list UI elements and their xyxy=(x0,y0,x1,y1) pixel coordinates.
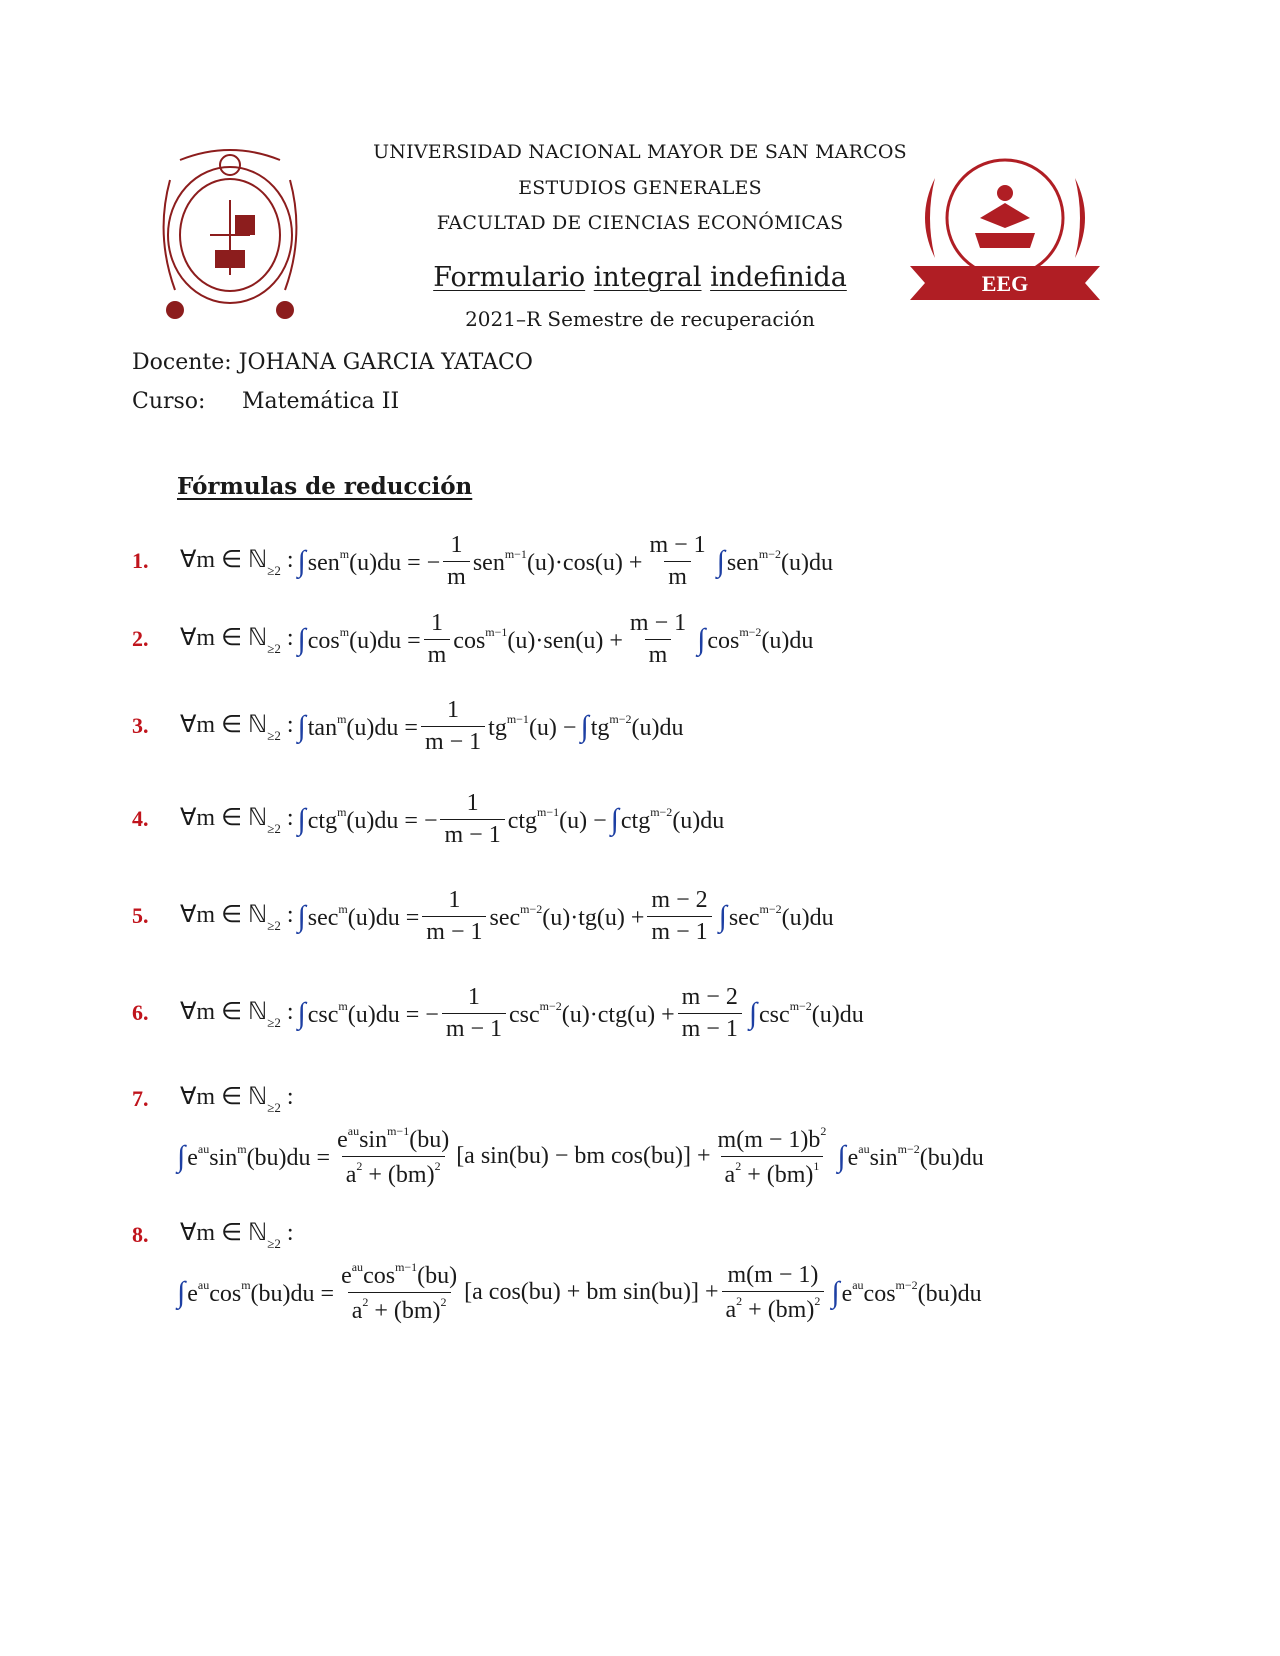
integral-sign: ∫ xyxy=(297,544,306,578)
formula-6 xyxy=(180,984,864,1043)
fraction: $\frac{m - 1}{m}$ xyxy=(629,610,687,668)
forall-domain: ∀m ∈ ℕ$_{\ge 2}$ : xyxy=(180,804,294,836)
forall-domain: ∀m ∈ ℕ$_{\ge 2}$ : xyxy=(180,546,294,578)
formula-number-2: 2. xyxy=(132,626,149,651)
fraction: $\frac{1}{m - 1}$ xyxy=(440,790,504,849)
formula-number-8: 8. xyxy=(132,1222,149,1247)
title-word-2: integral xyxy=(593,262,702,293)
formula-number-4: 4. xyxy=(132,806,149,831)
formula-3 xyxy=(180,697,683,756)
integral-sign: ∫ xyxy=(297,802,306,836)
forall-domain: ∀m ∈ ℕ$_{\ge 2}$ : xyxy=(180,901,294,933)
lhs-1: sen$^m$(u)du = − xyxy=(307,546,441,576)
teacher-name: JOHANA GARCIA YATACO xyxy=(238,350,533,375)
fraction: $\frac{m(m - 1)}{a^2 + (bm)^2}$ xyxy=(722,1262,825,1324)
course-label: Curso: xyxy=(132,389,206,414)
term-2: $e^{au}\cos^{m-2}(bu)du$ xyxy=(841,1277,982,1307)
formula-number-7: 7. xyxy=(132,1086,149,1111)
page-title xyxy=(330,262,950,293)
term-2: $e^{au}\sin^{m-2}(bu)du$ xyxy=(847,1141,984,1171)
forall-domain: ∀m ∈ ℕ$_{\ge 2}$ : xyxy=(180,1220,294,1251)
term-2: $\cos^{m-2}(u)du$ xyxy=(707,624,814,654)
title-word-3: indefinida xyxy=(710,262,847,293)
university-seal-logo xyxy=(150,140,310,330)
fraction: $\frac{1}{m}$ xyxy=(424,610,451,669)
teacher-line xyxy=(132,350,533,375)
lhs-4: ctg$^m$(u)du = − xyxy=(307,804,438,834)
forall-domain: ∀m ∈ ℕ$_{\ge 2}$ : xyxy=(180,998,294,1030)
integral-sign: ∫ xyxy=(580,709,589,743)
integral-sign: ∫ xyxy=(748,996,758,1030)
term-2: $\csc^{m-2}(u)du$ xyxy=(759,998,864,1028)
integral-sign: ∫ xyxy=(837,1139,846,1173)
formula-8 xyxy=(173,1260,982,1325)
term-2: $tg^{m-2}(u)du$ xyxy=(590,711,684,741)
term-2: $\sec^{m-2}(u)du$ xyxy=(728,901,834,931)
course-line xyxy=(132,389,399,414)
course-name: Matemática II xyxy=(242,389,400,414)
fraction: $\frac{e^{au}\sin^{m-1}(bu)}{a^2 + (bm)^2}$ xyxy=(337,1124,450,1188)
formula-7-domain xyxy=(180,1082,294,1116)
term-1: $\cos^{m-1}(u)\cdot sen(u)$ + xyxy=(453,624,623,654)
integral-sign: ∫ xyxy=(297,622,306,656)
page-subtitle: 2021–R Semestre de recuperación xyxy=(465,307,815,331)
integral-sign: ∫ xyxy=(177,1139,186,1173)
fraction: $\frac{m - 2}{m - 1}$ xyxy=(647,887,711,946)
term-1: ctg$^{m-1}$(u) − xyxy=(507,804,607,834)
fraction: $\frac{1}{m - 1}$ xyxy=(442,984,506,1043)
lhs-6: $\csc^m(u)du$ = − xyxy=(307,998,439,1028)
formula-number-3: 3. xyxy=(132,713,149,738)
teacher-label: Docente: xyxy=(132,350,232,375)
fraction: $\frac{e^{au}\cos^{m-1}(bu)}{a^2 + (bm)^2}$ xyxy=(341,1260,458,1324)
integral-sign: ∫ xyxy=(297,899,306,933)
fraction: $\frac{m - 1}{m}$ xyxy=(649,532,706,590)
fraction: $\frac{1}{m}$ xyxy=(443,532,470,591)
fraction: $\frac{1}{m - 1}$ xyxy=(421,697,485,756)
formula-2 xyxy=(180,610,813,669)
formula-4 xyxy=(180,790,724,849)
term-1: sen$^{m-1}$(u)·cos(u) + xyxy=(472,546,643,576)
formula-number-5: 5. xyxy=(132,903,149,928)
unit-name: ESTUDIOS GENERALES xyxy=(518,177,762,199)
integral-sign: ∫ xyxy=(831,1275,840,1309)
integral-sign: ∫ xyxy=(610,802,619,836)
university-name: UNIVERSIDAD NACIONAL MAYOR DE SAN MARCOS xyxy=(373,141,907,163)
term-1: [a cos(bu) + bm sin(bu)] + xyxy=(464,1279,719,1305)
formula-5 xyxy=(180,887,834,946)
formula-number-6: 6. xyxy=(132,1000,149,1025)
title-word-1: Formulario xyxy=(433,262,586,293)
formula-number-1: 1. xyxy=(132,548,149,573)
fraction: $\frac{m - 2}{m - 1}$ xyxy=(678,984,742,1043)
formula-8-domain xyxy=(180,1218,294,1252)
term-1: $tg^{m-1}(u)$ − xyxy=(488,711,577,741)
integral-sign: ∫ xyxy=(297,996,306,1030)
integral-sign: ∫ xyxy=(177,1275,186,1309)
lhs-7: $e^{au}\sin^m(bu)du$ = xyxy=(187,1141,331,1171)
section-title: Fórmulas de reducción xyxy=(177,473,473,500)
term-1: $\sec^{m-2}(u)\cdot tg(u)$ + xyxy=(489,901,645,931)
integral-sign: ∫ xyxy=(716,544,725,578)
integral-sign: ∫ xyxy=(718,899,727,933)
forall-domain: ∀m ∈ ℕ$_{\ge 2}$ : xyxy=(180,1084,294,1115)
integral-sign: ∫ xyxy=(297,709,306,743)
forall-domain: ∀m ∈ ℕ$_{\ge 2}$ : xyxy=(180,711,294,743)
formula-7 xyxy=(173,1124,984,1189)
faculty-name: FACULTAD DE CIENCIAS ECONÓMICAS xyxy=(436,212,844,234)
term-2: sen$^{m-2}$(u)du xyxy=(726,546,833,576)
term-1: $\csc^{m-2}(u)\cdot ctg(u)$ + xyxy=(509,998,675,1028)
fraction: $\frac{1}{m - 1}$ xyxy=(422,887,486,946)
formula-1 xyxy=(180,532,833,591)
integral-sign: ∫ xyxy=(697,622,706,656)
lhs-5: $\sec^m(u)du$ = xyxy=(307,901,420,931)
lhs-8: $e^{au}\cos^m(bu)du$ = xyxy=(187,1277,335,1307)
lhs-3: $\tan^m(u)du$ = xyxy=(307,711,418,741)
fraction: $\frac{m(m - 1)b^2}{a^2 + (bm)^1}$ xyxy=(717,1124,827,1188)
lhs-2: $\cos^m(u)du$ = xyxy=(307,624,421,654)
eeg-logo-text: EEG xyxy=(981,271,1029,296)
term-1: [a sin(bu) − bm cos(bu)] + xyxy=(456,1143,711,1169)
forall-domain: ∀m ∈ ℕ$_{\ge 2}$ : xyxy=(180,624,294,656)
term-2: ctg$^{m-2}$(u)du xyxy=(620,804,725,834)
